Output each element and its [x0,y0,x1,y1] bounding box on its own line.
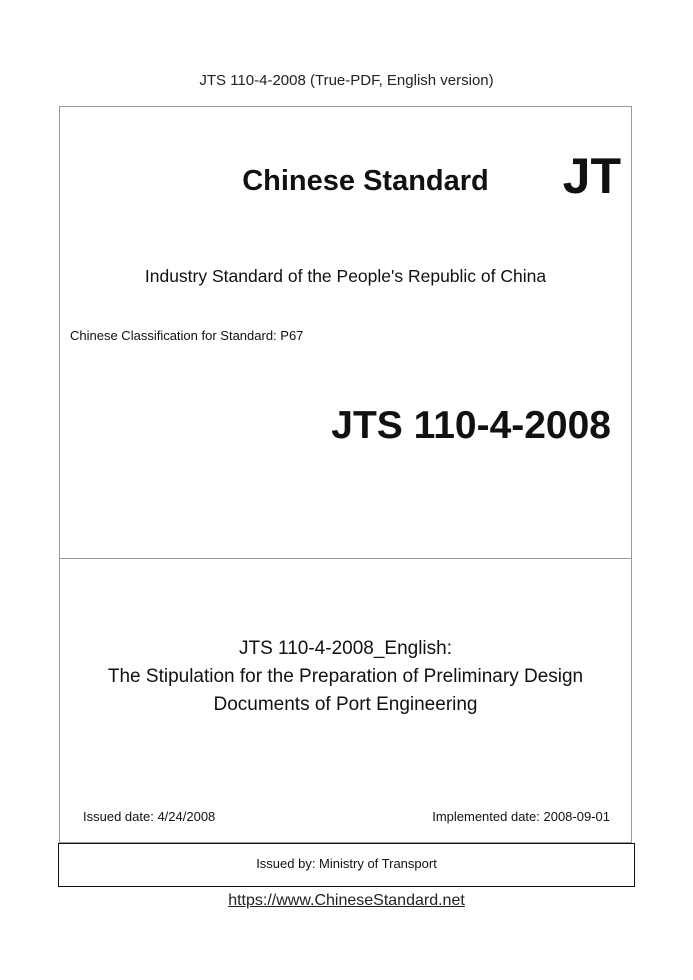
document-title-line: JTS 110-4-2008_English: [239,638,452,659]
document-title-line: Documents of Port Engineering [213,694,478,715]
cover-title: Chinese Standard [242,165,489,197]
standard-number: JTS 110-4-2008 [331,404,611,447]
cover-bottom-panel [59,559,632,843]
cover-subtitle: Industry Standard of the People's Republic of China [144,266,547,286]
document-title [60,635,631,719]
classification-text: Chinese Classification for Standard: P67 [70,328,304,343]
page-header-title: JTS 110-4-2008 (True-PDF, English version) [199,72,494,89]
footer-link[interactable]: https://www.ChineseStandard.net [228,892,465,909]
issued-date: Issued date: 4/24/2008 [83,809,216,824]
standard-code-badge: JT [562,148,621,204]
implemented-date: Implemented date: 2008-09-01 [432,809,610,824]
cover-top-panel [59,106,632,559]
issuer-box: Issued by: Ministry of Transport [58,843,635,887]
document-title-line: The Stipulation for the Preparation of Preliminary Design [107,666,584,687]
